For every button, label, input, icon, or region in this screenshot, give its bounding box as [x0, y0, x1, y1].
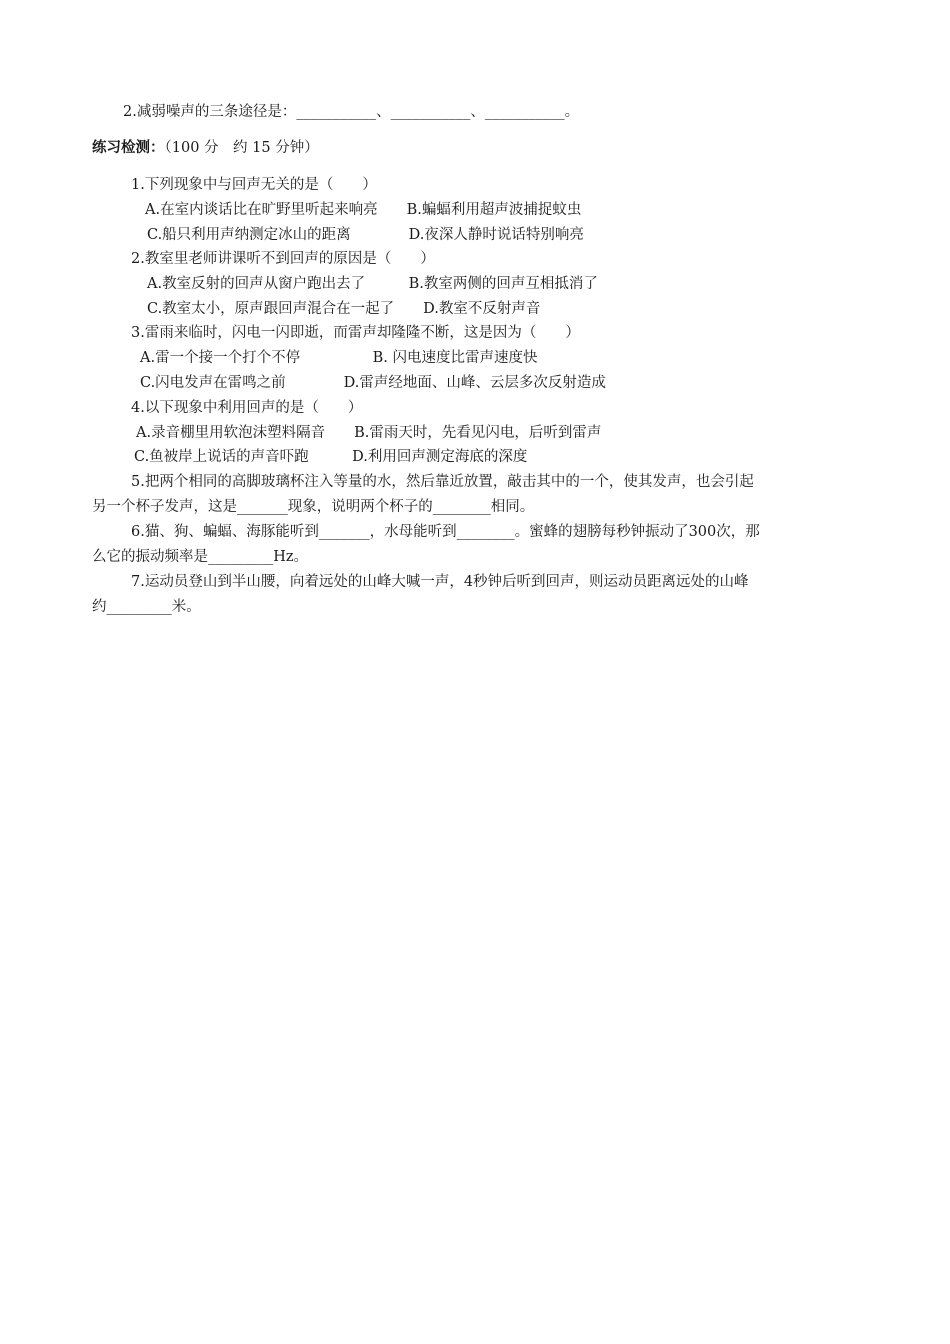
section-subtitle: （100 分 约 15 分钟）: [164, 140, 319, 156]
question-3-options-row2: C.闪电发声在雷鸣之前 D.雷声经地面、山峰、云层多次反射造成: [140, 375, 606, 391]
section-title: 练习检测：: [92, 140, 165, 156]
question-3-options-row1: A.雷一个接一个打个不停 B. 闪电速度比雷声速度快: [140, 350, 538, 366]
question-5-line1: 5.把两个相同的高脚玻璃杯注入等量的水，然后靠近放置，敲击其中的一个，使其发声，也会引起: [131, 474, 754, 490]
question-5-line2: 另一个杯子发声，这是_______现象，说明两个杯子的________相同。: [92, 499, 535, 515]
intro-question-2: 2.减弱噪声的三条途径是：___________、___________、___________。: [123, 104, 580, 120]
question-1-stem: 1.下列现象中与回声无关的是（ ）: [131, 177, 377, 193]
question-2-options-row2: C.教室太小，原声跟回声混合在一起了 D.教室不反射声音: [147, 301, 541, 317]
question-1-options-row1: A.在室内谈话比在旷野里听起来响亮 B.蝙蝠利用超声波捕捉蚊虫: [145, 202, 582, 218]
question-4-options-row2: C.鱼被岸上说话的声音吓跑 D.利用回声测定海底的深度: [134, 449, 528, 465]
question-7-line1: 7.运动员登山到半山腰，向着远处的山峰大喊一声，4秒钟后听到回声，则运动员距离远处的山峰: [131, 574, 749, 590]
section-heading: [92, 138, 319, 158]
question-1-options-row2: C.船只利用声纳测定冰山的距离 D.夜深人静时说话特别响亮: [147, 227, 584, 243]
question-4-stem: 4.以下现象中利用回声的是（ ）: [131, 400, 363, 416]
question-3-stem: 3.雷雨来临时，闪电一闪即逝，而雷声却隆隆不断，这是因为（ ）: [131, 325, 580, 341]
question-6-line2: 么它的振动频率是_________Hz。: [92, 549, 309, 565]
question-2-options-row1: A.教室反射的回声从窗户跑出去了 B.教室两侧的回声互相抵消了: [147, 276, 598, 292]
question-2-stem: 2.教室里老师讲课听不到回声的原因是（ ）: [131, 251, 435, 267]
question-7-line2: 约_________米。: [92, 599, 201, 615]
question-4-options-row1: A.录音棚里用软泡沫塑料隔音 B.雷雨天时，先看见闪电，后听到雷声: [136, 425, 602, 441]
question-6-line1: 6.猫、狗、蝙蝠、海豚能听到_______，水母能听到________。蜜蜂的翅膀每秒钟振动了300次，那: [131, 524, 760, 540]
